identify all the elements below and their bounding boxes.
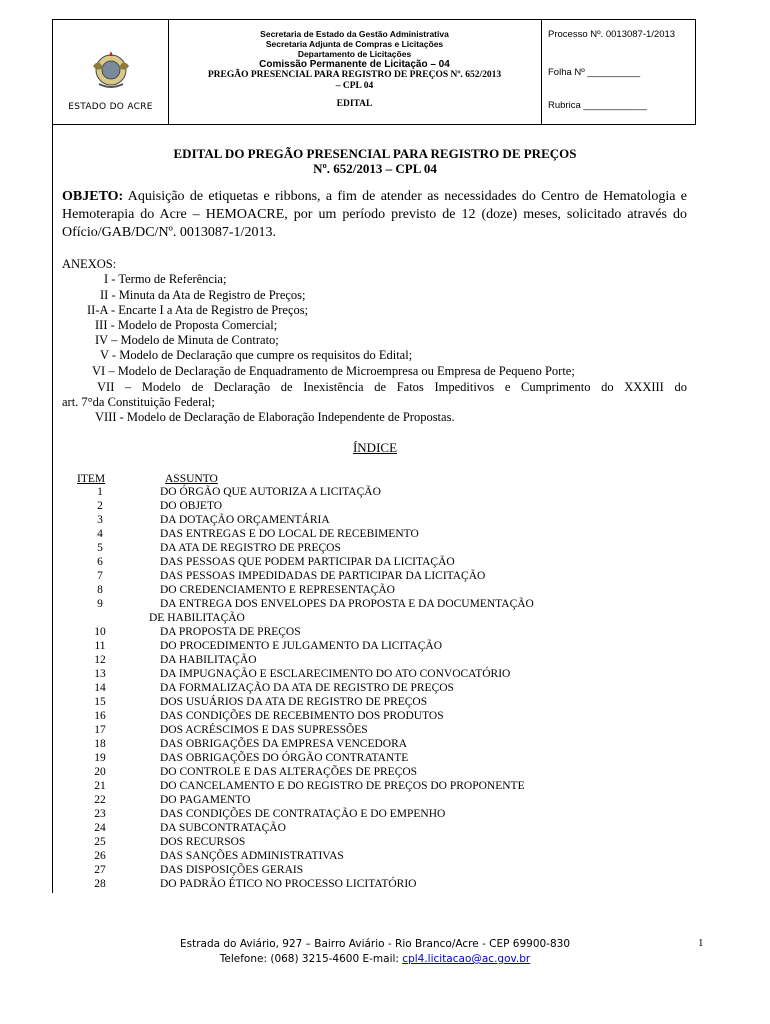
item-number: 6: [97, 556, 103, 568]
state-label: ESTADO DO ACRE: [68, 102, 153, 112]
table-row: [0, 794, 770, 807]
departamento-line: Departamento de Licitações: [297, 49, 412, 59]
item-number: 25: [94, 836, 106, 848]
item-subject: DO CANCELAMENTO E DO REGISTRO DE PREÇOS DO PROPONENTE: [160, 780, 525, 792]
footer-phone: Telefone: (068) 3215-4600 E-mail:: [219, 953, 399, 965]
processo-number: Processo Nº. 0013087-1/2013: [548, 29, 676, 40]
footer-address: Estrada do Aviário, 927 – Bairro Aviário - Rio Branco/Acre - CEP 69900-830: [179, 938, 571, 950]
table-row: [0, 654, 770, 667]
table-row: [0, 850, 770, 863]
item-number: 13: [94, 668, 106, 680]
item-subject: DA HABILITAÇÃO: [160, 654, 257, 666]
anexo-item: VI – Modelo de Declaração de Enquadramento de Microempresa ou Empresa de Pequeno Porte;: [92, 364, 575, 378]
item-subject: DAS DISPOSIÇÕES GERAIS: [160, 864, 304, 876]
item-subject: DOS USUÁRIOS DA ATA DE REGISTRO DE PREÇOS: [160, 696, 428, 708]
item-number: 23: [94, 808, 106, 820]
header-seal-cell: [53, 20, 169, 124]
objeto-label: OBJETO:: [62, 189, 124, 204]
item-number: 17: [94, 724, 106, 736]
indice-title: ÍNDICE: [352, 440, 398, 455]
table-row: [0, 556, 770, 569]
item-number: 9: [97, 598, 103, 610]
table-row: [0, 864, 770, 877]
item-subject: DAS PESSOAS QUE PODEM PARTICIPAR DA LICITAÇÃO: [160, 556, 455, 568]
item9-continuation: DE HABILITAÇÃO: [149, 612, 245, 624]
item-subject: DO PAGAMENTO: [160, 794, 251, 806]
table-row: [0, 486, 770, 499]
table-row: [0, 682, 770, 695]
item-subject: DAS SANÇÕES ADMINISTRATIVAS: [160, 850, 344, 862]
anexo-item-cont: art. 7°da Constituição Federal;: [62, 395, 215, 409]
item-number: 26: [94, 850, 106, 862]
anexo-item: I - Termo de Referência;: [104, 272, 227, 286]
item-number: 16: [94, 710, 106, 722]
secretaria-line: Secretaria de Estado da Gestão Administrativa: [260, 29, 449, 39]
page-number: 1: [698, 937, 704, 949]
table-row: [0, 598, 770, 611]
item-subject: DAS PESSOAS IMPEDIDADAS DE PARTICIPAR DA LICITAÇÃO: [160, 570, 486, 582]
item-subject: DAS OBRIGAÇÕES DO ÓRGÃO CONTRATANTE: [160, 752, 409, 764]
item-number: 22: [94, 794, 106, 806]
item-subject: DO PADRÃO ÉTICO NO PROCESSO LICITATÓRIO: [160, 878, 417, 890]
item-number: 24: [94, 822, 106, 834]
item-subject: DO OBJETO: [160, 500, 223, 512]
table-row: [0, 584, 770, 597]
table-row: [0, 738, 770, 751]
anexo-item: VIII - Modelo de Declaração de Elaboração Independente de Propostas.: [95, 410, 455, 424]
item-subject: DA DOTAÇÃO ORÇAMENTÁRIA: [160, 514, 330, 526]
item-number: 7: [97, 570, 103, 582]
table-row: [0, 808, 770, 821]
table-row: [0, 668, 770, 681]
anexo-item: III - Modelo de Proposta Comercial;: [95, 318, 278, 332]
item-number: 27: [94, 864, 106, 876]
table-row: [0, 570, 770, 583]
item-subject: DA PROPOSTA DE PREÇOS: [160, 626, 301, 638]
objeto-paragraph: [62, 188, 687, 242]
table-row: [0, 696, 770, 709]
edital-label: EDITAL: [336, 99, 373, 109]
anexo-item: II - Minuta da Ata de Registro de Preços;: [100, 288, 306, 302]
table-row: [0, 822, 770, 835]
table-row: [0, 542, 770, 555]
table-row: [0, 528, 770, 541]
email-link[interactable]: cpl4.licitacao@ac.gov.br: [402, 953, 531, 965]
table-row: [0, 514, 770, 527]
commission-line: Comissão Permanente de Licitação – 04: [259, 59, 450, 70]
item-column-header: ITEM: [77, 473, 106, 485]
item-number: 2: [97, 500, 103, 512]
pregao-line-cont: – CPL 04: [335, 81, 374, 91]
state-seal-icon: [89, 48, 133, 92]
document-title: EDITAL DO PREGÃO PRESENCIAL PARA REGISTRO DE PREÇOS: [173, 146, 577, 161]
table-row: [0, 710, 770, 723]
anexo-item: II-A - Encarte I a Ata de Registro de Preços;: [87, 303, 309, 317]
item-number: 5: [97, 542, 103, 554]
item-number: 8: [97, 584, 103, 596]
item-subject: DAS OBRIGAÇÕES DA EMPRESA VENCEDORA: [160, 738, 408, 750]
item-number: 4: [97, 528, 103, 540]
table-row: [0, 766, 770, 779]
table-row: [0, 878, 770, 891]
anexos-label: ANEXOS:: [62, 257, 117, 271]
item-subject: DO CREDENCIAMENTO E REPRESENTAÇÃO: [160, 584, 395, 596]
item-number: 20: [94, 766, 106, 778]
item-number: 10: [94, 626, 106, 638]
item-subject: DA ENTREGA DOS ENVELOPES DA PROPOSTA E DA DOCUMENTAÇÃO: [160, 598, 534, 610]
table-row: [0, 752, 770, 765]
item-subject: DA SUBCONTRATAÇÃO: [160, 822, 286, 834]
item-subject: DO ÓRGÃO QUE AUTORIZA A LICITAÇÃO: [160, 486, 381, 498]
item-number: 19: [94, 752, 106, 764]
item-subject: DAS ENTREGAS E DO LOCAL DE RECEBIMENTO: [160, 528, 419, 540]
header-title-cell: [168, 20, 542, 124]
pregao-line: PREGÃO PRESENCIAL PARA REGISTRO DE PREÇOS Nº. 652/2013: [207, 70, 502, 80]
item-number: 12: [94, 654, 106, 666]
item-subject: DO PROCEDIMENTO E JULGAMENTO DA LICITAÇÃO: [160, 640, 442, 652]
document-title-number: Nº. 652/2013 – CPL 04: [313, 161, 437, 176]
table-row: [0, 626, 770, 639]
item-number: 18: [94, 738, 106, 750]
item-subject: DA FORMALIZAÇÃO DA ATA DE REGISTRO DE PREÇOS: [160, 682, 454, 694]
footer-contact: [53, 952, 697, 967]
item-number: 11: [94, 640, 106, 652]
rubrica-field: Rubrica ____________: [548, 100, 647, 111]
table-row: [0, 640, 770, 653]
anexo-item: V - Modelo de Declaração que cumpre os requisitos do Edital;: [100, 348, 413, 362]
assunto-column-header: ASSUNTO: [165, 473, 218, 485]
anexo-item: IV – Modelo de Minuta de Contrato;: [95, 333, 279, 347]
item-subject: DAS CONDIÇÕES DE CONTRATAÇÃO E DO EMPENHO: [160, 808, 446, 820]
folha-field: Folha Nº __________: [548, 67, 641, 78]
header-process-cell: [541, 20, 695, 124]
item-number: 28: [94, 878, 106, 890]
item-subject: DA IMPUGNAÇÃO E ESCLARECIMENTO DO ATO CONVOCATÓRIO: [160, 668, 511, 680]
anexo-item: VII – Modelo de Declaração de Inexistência de Fatos Impeditivos e Cumprimento do XXXIII do: [97, 380, 687, 394]
table-row: [0, 780, 770, 793]
document-header: [52, 19, 696, 125]
page-footer: [53, 937, 697, 967]
item-number: 1: [97, 486, 103, 498]
item-number: 14: [94, 682, 106, 694]
item-number: 15: [94, 696, 106, 708]
secretaria-adjunta-line: Secretaria Adjunta de Compras e Licitações: [265, 39, 444, 49]
table-row: [0, 500, 770, 513]
table-row: [0, 724, 770, 737]
item-number: 21: [94, 780, 106, 792]
objeto-text: Aquisição de etiquetas e ribbons, a fim de atender as necessidades do Centro de Hematologia e Hemoterapia do Acre – HEMOACRE, por um período previsto de 12 (doze) meses, solicitado através do Ofício/GAB/DC/Nº. 0013087-1/2013.: [62, 189, 687, 240]
item-subject: DOS RECURSOS: [160, 836, 246, 848]
item-subject: DOS ACRÉSCIMOS E DAS SUPRESSÕES: [160, 724, 368, 736]
item-subject: DA ATA DE REGISTRO DE PREÇOS: [160, 542, 341, 554]
item-subject: DO CONTROLE E DAS ALTERAÇÕES DE PREÇOS: [160, 766, 418, 778]
table-row: [0, 836, 770, 849]
item-subject: DAS CONDIÇÕES DE RECEBIMENTO DOS PRODUTOS: [160, 710, 444, 722]
item-number: 3: [97, 514, 103, 526]
